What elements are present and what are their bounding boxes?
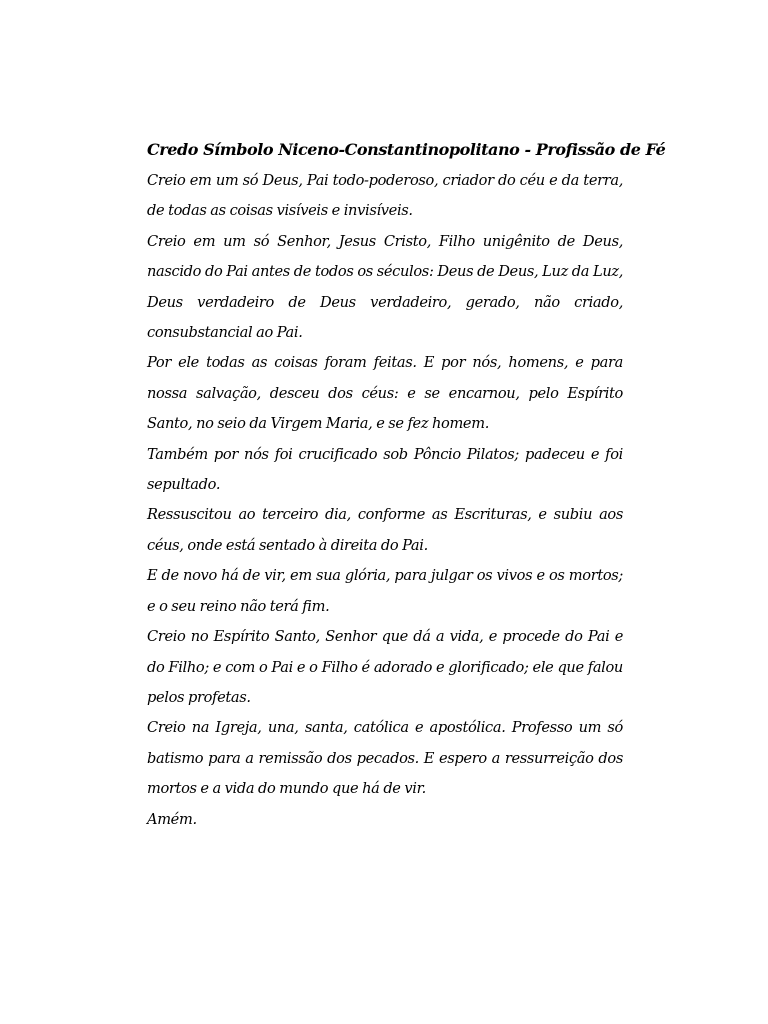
paragraph-incarnation: Por ele todas as coisas foram feitas. E por nós, homens, e para nossa salvação, desceu dos céus: e se encarnou, pelo Espírito Santo, no seio da Virgem Maria, e se fez homem. — [147, 354, 623, 433]
paragraph-resurrection: Ressuscitou ao terceiro dia, conforme as Escrituras, e subiu aos céus, onde está sentado à direita do Pai. — [147, 506, 623, 554]
paragraph-church: Creio na Igreja, una, santa, católica e apostólica. Professo um só batismo para a remissão dos pecados. E espero a ressurreição dos mortos e a vida do mundo que há de vir. — [147, 719, 623, 798]
paragraph-creed-son: Creio em um só Senhor, Jesus Cristo, Filho unigênito de Deus, nascido do Pai antes de todos os séculos: Deus de Deus, Luz da Luz, Deus verdadeiro de Deus verdadeiro, gerado, não criado, consubstancial ao Pai. — [147, 232, 623, 342]
paragraph-amen: Amém. — [147, 810, 197, 828]
document-title: Credo Símbolo Niceno-Constantinopolitano - Profissão de Fé — [147, 140, 666, 159]
document-body — [147, 136, 666, 835]
paragraph-creed-father: Creio em um só Deus, Pai todo-poderoso, criador do céu e da terra, de todas as coisas visíveis e invisíveis. — [147, 172, 623, 220]
paragraph-crucifixion: Também por nós foi crucificado sob Pôncio Pilatos; padeceu e foi sepultado. — [147, 445, 623, 494]
paragraph-second-coming: E de novo há de vir, em sua glória, para julgar os vivos e os mortos; e o seu reino não terá fim. — [147, 567, 623, 615]
paragraph-holy-spirit: Creio no Espírito Santo, Senhor que dá a vida, e procede do Pai e do Filho; e com o Pai e o Filho é adorado e glorificado; ele que falou pelos profetas. — [147, 628, 623, 706]
